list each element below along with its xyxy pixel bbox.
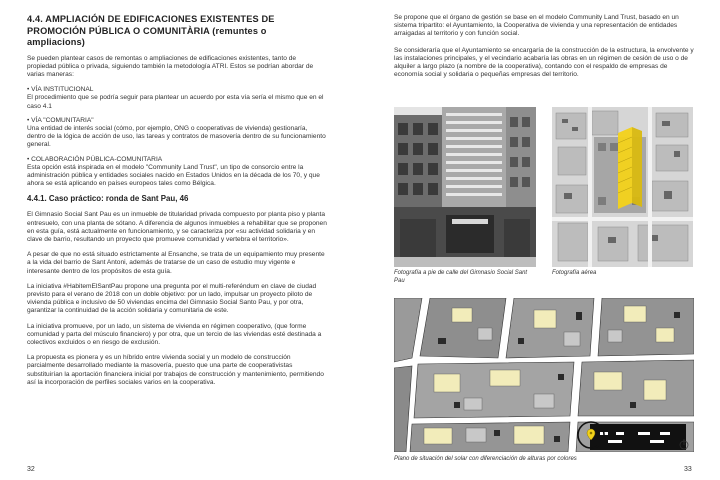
site-plan-map [394,298,694,452]
case-paragraph-3: La iniciativa #HabitemElSantPau propone una pregunta por el multi-referéndum en clave de ciudad previsto para el verano de 2018 con un doble objetivo: por un lado, impulsar un proyecto piloto de vivienda pública e inclusivo de 50 viviendas encima del Gimnasio Social Santo Pau, y por otra, garantizar la continuidad de la acción solidaria y comunitaria de este. [27,282,317,315]
bullet-text-community: Una entidad de interés social (cómo, por ejemplo, ONG o cooperativas de vivienda) gestionaría, dentro de la lógica de acción de uso, las tareas y contratos de masovería dentro de su funcionamiento general. [27,124,326,149]
bullet-text-institutional: El procedimiento que se podría seguir para plantear un acuerdo por esta vía sería el mismo que en el caso 4.1 [27,94,324,110]
case-paragraph-5: La propuesta es pionera y es un híbrido entre vivienda social y un modelo de construcción parcialmente desarrollado mediante la masovería, puesto que una parte de cooperativistas substituirían la aportación financiera inicial por trabajos de construcción y mantenimiento, permitiendo así la incorporación de perfiles sociales varios en la cooperativa. [27,354,324,386]
bullet-title-public-community: • COLABORACIÓN PÚBLICA-COMUNITARIA [27,155,163,163]
case-paragraph-4: La iniciativa promueve, por un lado, un sistema de vivienda en régimen cooperativo, (que forme comunidad y parta del músculo financiero) y por otra, que un tercio de las viviendas esté destinada a colectivos excluidos o en riesgo de exclusión. [27,322,322,346]
page-number-left: 32 [27,466,35,473]
right-paragraph-1: Se propone que el órgano de gestión se base en el modelo Community Land Trust, basado en un sistema tripartito: el Ayuntamiento, la Cooperativa de vivienda y una representación de entidades arraigadas al territorio y con función social. [394,14,679,38]
left-text-column [27,14,327,394]
case-paragraph-1: El Gimnasio Social Sant Pau es un inmueble de titularidad privada compuesto por planta piso y planta entresuelo, con una planta de sótano. A diferencia de algunos inmuebles a rehabilitar que se proponen en esta guía, está actualmente en funcionamiento, y se caracteriza por «su actividad solidaria y en clave de barrio, resultando un proyecto que promueve comunidad y vertebra el territorio». [27,211,327,243]
right-text-column [394,14,694,87]
case-study-heading: 4.4.1. Caso práctico: ronda de Sant Pau, 46 [27,194,189,204]
street-photo [394,107,536,267]
bullet-title-community: • VÍA "COMUNITARIA" [27,116,94,124]
site-plan-caption: Plano de situación del solar con diferenciación de alturas por colores [394,456,577,462]
intro-paragraph: Se pueden plantear casos de remontas o ampliaciones de edificaciones existentes, tanto de propiedad pública o privada, siguiendo también la metodología ATRI. Estos se podrían abordar de varias maneras: [27,54,314,78]
aerial-photo-caption: Fotografía aérea [552,270,597,276]
bullet-title-institutional: • VÍA INSTITUCIONAL [27,86,94,94]
section-heading: 4.4. AMPLIACIÓN DE EDIFICACIONES EXISTENTES DE PROMOCIÓN PÚBLICA O COMUNITÀRIA (remuntes o ampliacions) [27,14,275,47]
street-photo-caption: Fotografía a pie de calle del Gimnasio Social Sant Pau [394,270,528,284]
bullet-text-public-community: Esta opción está inspirada en el modelo "Community Land Trust", un tipo de consorcio entre la administración pública y entidades sociales nacido en Estados Unidos en la década de los 70, y que ahora se está aplicando en países europeos tales como Bélgica. [27,163,320,188]
right-paragraph-2: Se consideraría que el Ayuntamiento se encargaría de la construcción de la estructura, la envolvente y las instalaciones principales, y el vecindario acabaría las obras en un régimen de cesión de uso o de alquiler a largo plazo (a nombre de la cooperativa), contando con el respaldo de empresas de economía social y solidaria o pequeñas empresas del territorio. [394,46,694,79]
case-paragraph-2: A pesar de que no está situado estrictamente al Ensanche, se trata de un equipamiento muy presente a la vida del barrio de Sant Antoni, además de tratarse de un caso de estudio muy vigente e interesante dentro de los propósitos de esta guía. [27,251,325,275]
aerial-photo [552,107,693,267]
page-number-right: 33 [684,466,692,473]
